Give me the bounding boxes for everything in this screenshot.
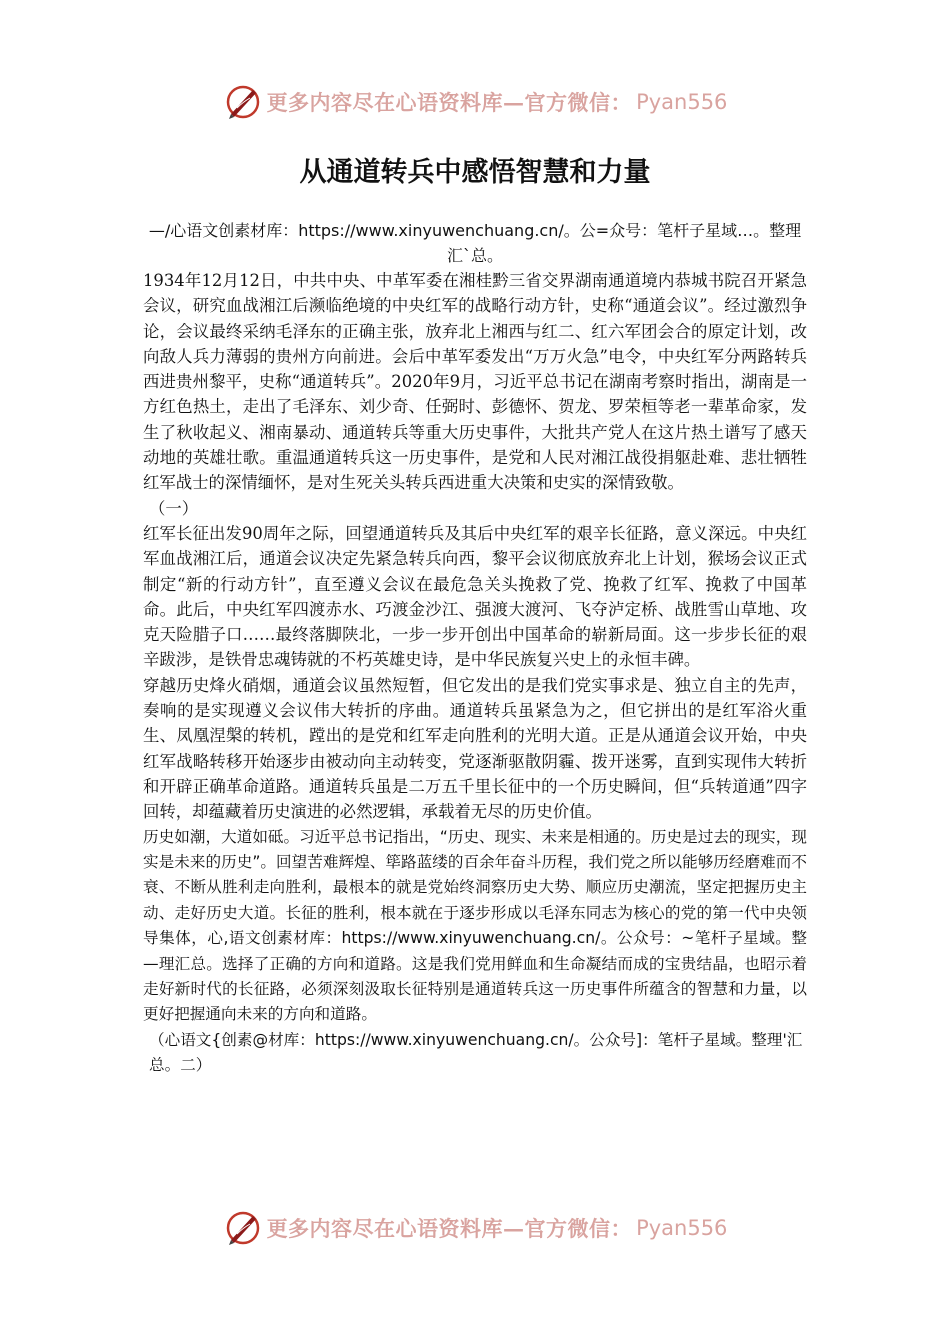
document-title: 从通道转兵中感悟智慧和力量 [299, 157, 651, 188]
credit-line: —/心语文创素材库：https://www.xinyuwenchuang.cn/。公=众号：笔杆子星域…。整理汇`总。 [148, 221, 802, 265]
paragraph-longmarch: 红军长征出发90周年之际，回望通道转兵及其后中央红军的艰辛长征路，意义深远。中央红军血战湘江后，通道会议决定先紧急转兵向西，黎平会议彻底放弃北上计划，猴场会议正式制定“新的行动方针”，直至遵义会议在最危急关头挽救了党、挽救了红军、挽救了中国革命。此后，中央红军四渡赤水、巧渡金沙江、强渡大渡河、飞夺泸定桥、战胜雪山草地、攻克天险腊子口……最终落脚陕北，一步一步开创出中国革命的崭新局面。这一步步长征的艰辛跋涉，是铁骨忠魂铸就的不朽英雄史诗，是中华民族复兴史上的永恒丰碑。 [143, 523, 807, 670]
pen-logo-icon [223, 1208, 263, 1248]
paragraph-conclusion: 历史如潮，大道如砥。习近平总书记指出，“历史、现实、未来是相通的。历史是过去的现实，现实是未来的历史”。回望苦难辉煌、筚路蓝缕的百余年奋斗历程，我们党之所以能够历经磨难而不衰、不断从胜利走向胜利，最根本的就是党始终洞察历史大势、顺应历史潮流，坚定把握历史主动、走好历史大道。长征的胜利，根本就在于逐步形成以毛泽东同志为核心的党的第一代中央领导集体，心,语文创素材库：https://www.xinyuwenchuang.cn/。公众号：~笔杆子星域。整—理汇总。选择了正确的方向和道路。这是我们党用鲜血和生命凝结而成的宝贵结晶，也昭示着走好新时代的长征路，必须深刻汲取长征特别是通道转兵这一历史事件所蕴含的智慧和力量，以更好把握通向未来的方向和道路。 [143, 827, 807, 1024]
paragraph-history: 穿越历史烽火硝烟，通道会议虽然短暂，但它发出的是我们党实事求是、独立自主的先声，奏响的是实现遵义会议伟大转折的序曲。通道转兵虽紧急为之，但它拼出的是红军浴火重生、凤凰涅槃的转机，蹚出的是党和红军走向胜利的光明大道。正是从通道会议开始，中央红军战略转移开始逐步由被动向主动转变，党逐渐驱散阴霾、拨开迷雾，直到实现伟大转折和开辟正确革命道路。通道转兵虽是二万五千里长征中的一个历史瞬间，但“兵转道通”四字回转，却蕴藏着历史演进的必然逻辑，承载着无尽的历史价值。 [143, 675, 807, 822]
footer-banner [0, 1206, 950, 1250]
paragraph-intro: 1934年12月12日，中共中央、中革军委在湘桂黔三省交界湖南通道境内恭城书院召开紧急会议，研究血战湘江后濒临绝境的中央红军的战略行动方针，史称“通道会议”。经过激烈争论，会议最终采纳毛泽东的正确主张，放弃北上湘西与红二、红六军团会合的原定计划，改向敌人兵力薄弱的贵州方向前进。会后中革军委发出“万万火急”电令，中央红军分两路转兵西进贵州黎平，史称“通道转兵”。2020年9月，习近平总书记在湖南考察时指出，湖南是一方红色热土，走出了毛泽东、刘少奇、任弼时、彭德怀、贺龙、罗荣桓等老一辈革命家，发生了秋收起义、湘南暴动、通道转兵等重大历史事件，大批共产党人在这片热土谱写了感天动地的英雄壮歌。重温通道转兵这一历史事件，是党和人民对湘江战役捐躯赴难、悲壮牺牲红军战士的深情缅怀，是对生死关头转兵西进重大决策和史实的深情致敬。 [143, 271, 807, 493]
section-marker: （一） [149, 498, 199, 518]
banner-wechat-handle: Pyan556 [636, 90, 728, 114]
banner-content-bottom [223, 1208, 728, 1248]
document-body [143, 218, 807, 1078]
banner-wechat-handle: Pyan556 [636, 1216, 728, 1240]
banner-text: 更多内容尽在心语资料库—官方微信： [266, 1216, 633, 1241]
header-banner [0, 80, 950, 124]
pen-logo-icon [223, 82, 263, 122]
banner-text: 更多内容尽在心语资料库—官方微信： [266, 90, 633, 115]
footer-note: （心语文{创素@材库：https://www.xinyuwenchuang.cn/。公众号]：笔杆子星域。整理'汇总。二） [149, 1030, 803, 1074]
banner-content [223, 82, 728, 122]
